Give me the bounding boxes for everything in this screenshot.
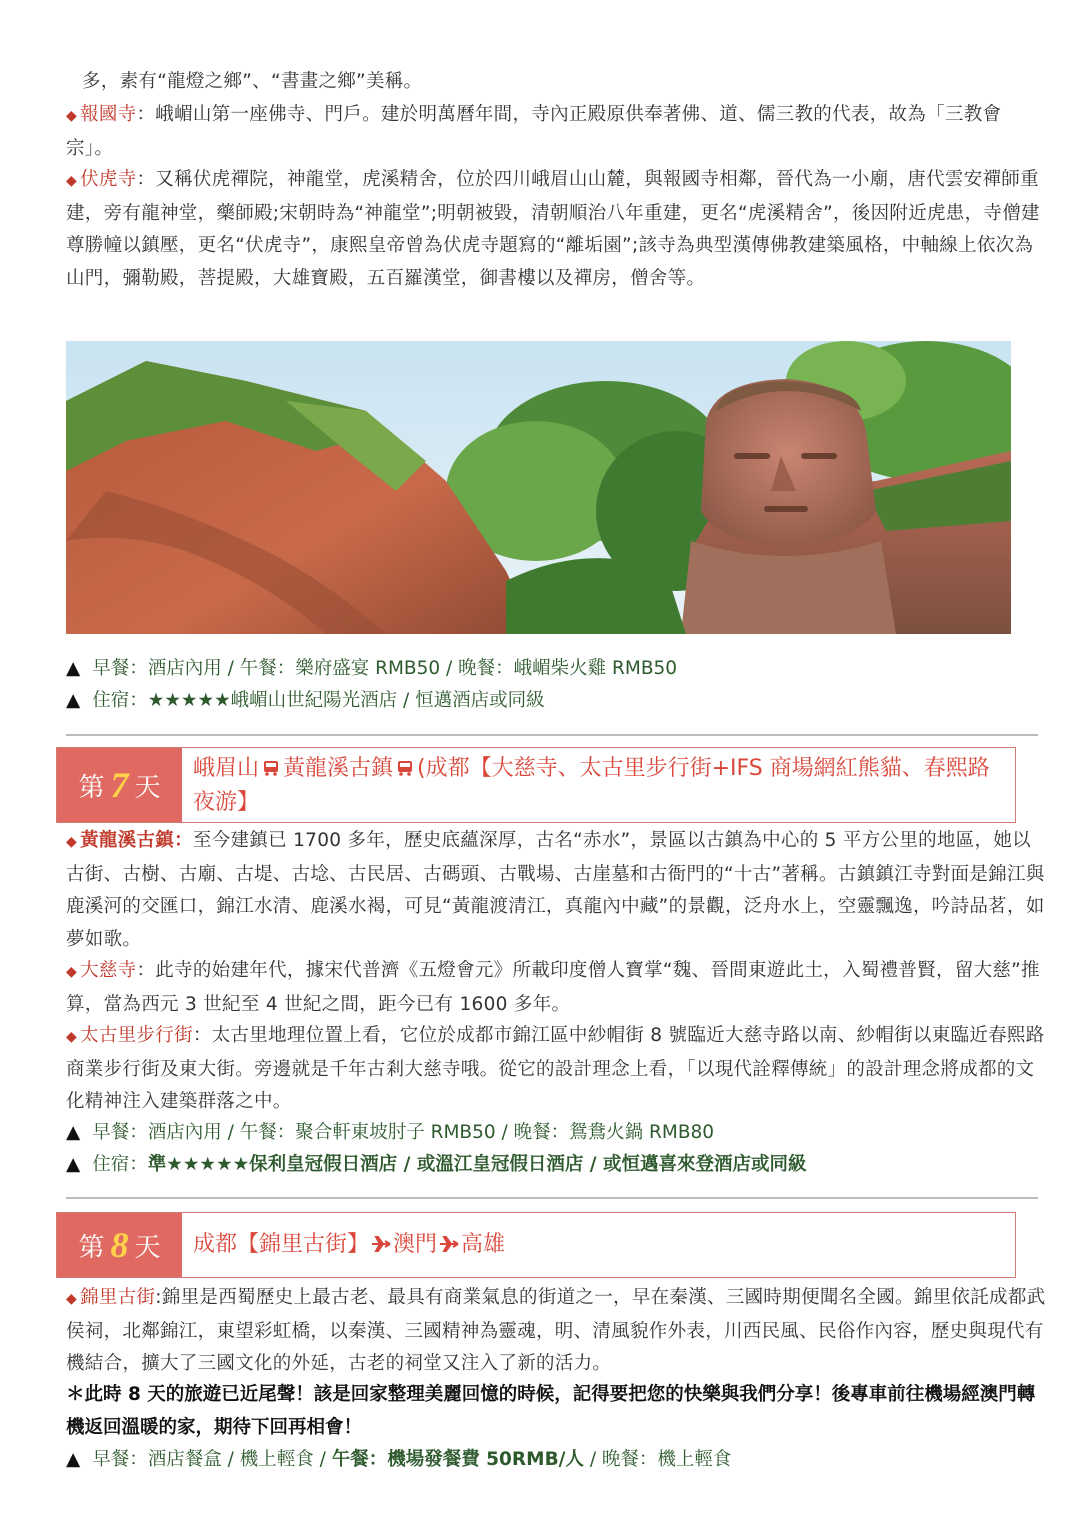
day8-title-part: 高雄 (461, 1232, 506, 1257)
day7-label (57, 748, 182, 822)
diamond-icon: ◆ (66, 1291, 78, 1307)
day7-hotel-line (66, 1150, 806, 1180)
closing-note: ＊此時 8 天的旅遊已近尾聲！該是回家整理美麗回憶的時候，記得要把您的快樂與我們分享！後專車前往機場經澳門轉機返回溫暖的家，期待下回再相會！ (66, 1384, 1036, 1438)
huanglong-text: 至今建鎮已 1700 多年，歷史底蘊深厚，古名“赤水”，景區以古鎮為中心的 5 平方公里的地區，她以古街、古樹、古廟、古堤、古埝、古民居、古碼頭、古戰場、古崖墓和古衙門的“十古”著稱。古鎮鎮江寺對面是錦江與鹿溪河的交匯口，錦江水清、鹿溪水褐，可見“黃龍渡清江，真龍內中藏”的景觀，泛舟水上，空靈飄逸，吟詩品茗，如夢如歌。 (66, 830, 1045, 950)
day8-title-part: 成都【錦里古街】 (193, 1232, 370, 1257)
intro-line: 多，素有“龍燈之鄉”、“書畫之鄉”美稱。 (82, 71, 423, 92)
jinli-label: 錦里古街 (80, 1287, 156, 1308)
triangle-icon: ▲ (66, 1122, 81, 1143)
day7-title (193, 752, 1008, 820)
day6-meal-text: 早餐：酒店內用 / 午餐：樂府盛宴 RMB50 / 晚餐：峨嵋柴火雞 RMB50 (92, 658, 678, 679)
day7-meal-text: 早餐：酒店內用 / 午餐：聚合軒東坡肘子 RMB50 / 晚餐：鴛鴦火鍋 RMB80 (92, 1122, 715, 1143)
day-suffix: 天 (134, 772, 161, 803)
diamond-icon: ◆ (66, 173, 78, 189)
day7-title-part: (成都【大慈寺、太古里步行街+IFS 商場網紅熊貓、春熙路夜游】 (193, 756, 990, 815)
day8-label (57, 1213, 182, 1277)
diamond-icon: ◆ (66, 108, 78, 124)
day8-title-part: 澳門 (393, 1232, 438, 1257)
triangle-icon: ▲ (66, 690, 81, 711)
day7-hotel-text: 準★★★★★保利皇冠假日酒店 / 或溫江皇冠假日酒店 / 或恒邁喜來登酒店或同級 (147, 1154, 807, 1175)
divider (66, 1197, 1038, 1199)
day7-title-part: 黃龍溪古鎮 (283, 756, 394, 781)
day-number: 8 (110, 1225, 129, 1265)
baoguo-paragraph (66, 99, 1046, 165)
daci-label: 大慈寺 (80, 960, 137, 981)
divider (66, 734, 1038, 736)
day8-meal-part: 早餐：酒店餐盒 / 機上輕食 / (92, 1449, 332, 1470)
day6-meal-line (66, 654, 677, 684)
day8-header (56, 1212, 1016, 1278)
day7-title-part: 峨眉山 (193, 756, 260, 781)
baoguo-text: ：峨嵋山第一座佛寺、門戶。建於明萬曆年間，寺內正殿原供奉著佛、道、儒三教的代表，故為「三教會宗」。 (66, 104, 1002, 159)
diamond-icon: ◆ (66, 1029, 78, 1045)
taikoo-paragraph (66, 1020, 1046, 1119)
baoguo-label: 報國寺 (80, 104, 137, 125)
diamond-icon: ◆ (66, 964, 78, 980)
jinli-text: :錦里是西蜀歷史上最古老、最具有商業氣息的街道之一，早在秦漢、三國時期便聞名全國。錦里依託成都武侯祠，北鄰錦江，東望彩虹橋，以秦漢、三國精神為靈魂，明、清風貌作外表，川西民風、民俗作內容，歷史與現代有機結合，擴大了三國文化的外延，古老的祠堂又注入了新的活力。 (66, 1287, 1046, 1374)
day-prefix: 第 (78, 772, 105, 803)
diamond-icon: ◆ (66, 834, 78, 850)
plane-icon (439, 1235, 459, 1253)
triangle-icon: ▲ (66, 1154, 81, 1175)
huanglong-label: 黃龍溪古鎮： (80, 830, 193, 851)
triangle-icon: ▲ (66, 1449, 81, 1470)
taikoo-label: 太古里步行街 (80, 1025, 193, 1046)
fuhu-paragraph (66, 164, 1046, 295)
jinli-paragraph (66, 1282, 1046, 1381)
bus-icon (262, 759, 280, 777)
leshan-buddha-photo (66, 341, 1011, 634)
fuhu-text: ：又稱伏虎禪院，神龍堂，虎溪精舍，位於四川峨眉山山麓，與報國寺相鄰，晉代為一小廟，唐代雲安禪師重建，旁有龍神堂，藥師殿;宋朝時為“神龍堂”;明朝被毀，清朝順治八年重建，更名“虎溪精舍”，後因附近虎患，寺僧建尊勝幢以鎮壓，更名“伏虎寺”，康熙皇帝曾為伏虎寺題寫的“離垢園”;該寺為典型漢傳佛教建築風格，中軸線上依次為山門，彌勒殿，菩提殿，大雄寶殿，五百羅漢堂，御書樓以及禪房，僧舍等。 (66, 169, 1040, 289)
day-suffix: 天 (134, 1232, 161, 1263)
day7-hotel-prefix: 住宿： (92, 1154, 148, 1175)
plane-icon (371, 1235, 391, 1253)
day-prefix: 第 (78, 1232, 105, 1263)
daci-paragraph (66, 955, 1046, 1021)
fuhu-label: 伏虎寺 (80, 169, 137, 190)
huanglong-paragraph (66, 825, 1046, 956)
triangle-icon: ▲ (66, 658, 81, 679)
day8-meal-line (66, 1445, 731, 1475)
day6-hotel-text: 住宿：★★★★★峨嵋山世紀陽光酒店 / 恒邁酒店或同級 (92, 690, 545, 711)
taikoo-text: ：太古里地理位置上看，它位於成都市錦江區中紗帽街 8 號臨近大慈寺路以南、紗帽街以東臨近春熙路商業步行街及東大街。旁邊就是千年古剎大慈寺哦。從它的設計理念上看，「以現代詮釋傳統」的設計理念將成都的文化精神注入建築群落之中。 (66, 1025, 1045, 1112)
bus-icon (396, 759, 414, 777)
day8-title (193, 1228, 1008, 1262)
day8-meal-part: 午餐：機場發餐費 50RMB/人 (331, 1449, 584, 1470)
day-number: 7 (110, 765, 129, 805)
day8-meal-part: / 晚餐：機上輕食 (583, 1449, 732, 1470)
day7-header (56, 747, 1016, 823)
daci-text: ：此寺的始建年代，據宋代普濟《五燈會元》所載印度僧人寶掌“魏、晉間東遊此土，入蜀禮普賢，留大慈”推算，當為西元 3 世紀至 4 世紀之間，距今已有 1600 多年。 (66, 960, 1040, 1015)
day7-meal-line (66, 1118, 714, 1148)
day6-hotel-line (66, 686, 545, 716)
